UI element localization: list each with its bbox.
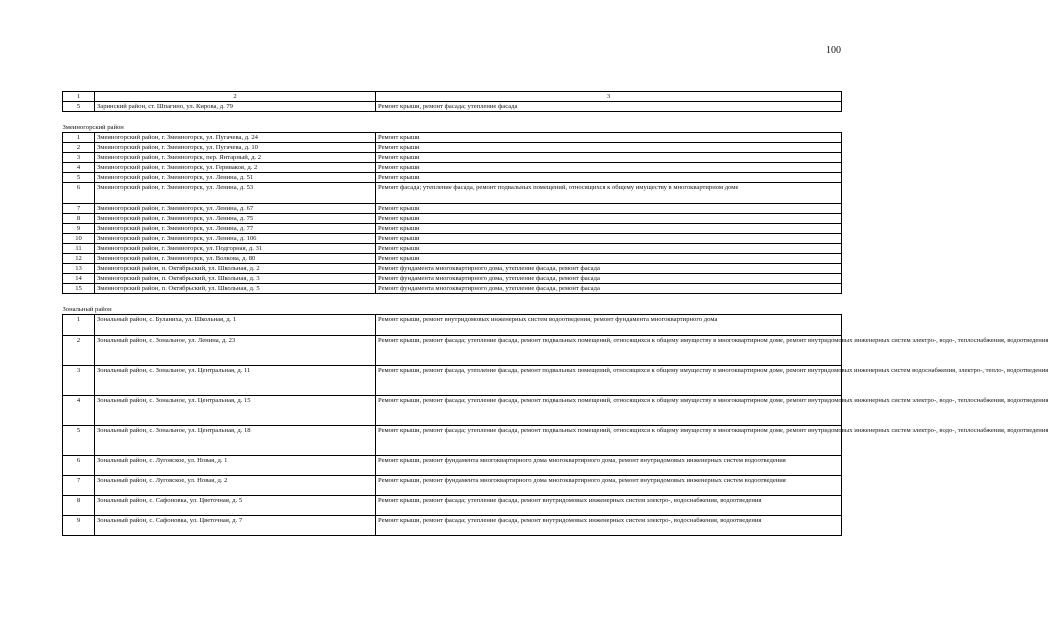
row-work-type: Ремонт крыши, ремонт фасада; утепление фасада	[376, 102, 842, 112]
row-number: 1	[63, 133, 95, 143]
page-number: 100	[826, 45, 841, 56]
row-work-type: Ремонт фасада; утепление фасада, ремонт подвальных помещений, относящихся к общему имуществу в многоквартирном доме	[376, 183, 842, 204]
section-header-row	[63, 294, 842, 315]
table-row	[63, 516, 842, 536]
row-work-type: Ремонт фундамента многоквартирного дома, утепление фасада, ремонт фасада	[376, 274, 842, 284]
table-row	[63, 366, 842, 396]
table-row	[63, 224, 842, 234]
row-address: Змеиногорский район, г. Змеиногорск, ул. Ленина, д. 67	[95, 204, 376, 214]
table-row	[63, 234, 842, 244]
row-address: Змеиногорский район, г. Змеиногорск, ул. Волкова, д. 80	[95, 254, 376, 264]
row-number: 11	[63, 244, 95, 254]
row-number: 12	[63, 254, 95, 264]
row-number: 8	[63, 214, 95, 224]
section-title: Зональный район	[62, 306, 112, 313]
row-work-type: Ремонт крыши, ремонт фасада; утепление фасада, ремонт подвальных помещений, относящихся к общему имуществу в многоквартирном доме, ремонт внутридомовых инженерных систем электро-, водо-, теплоснабжения, водоотведения	[376, 336, 842, 366]
row-address: Змеиногорский район, г. Змеиногорск, ул. Ленина, д. 53	[95, 183, 376, 204]
row-work-type: Ремонт крыши	[376, 173, 842, 183]
row-address: Зональный район, с. Зональное, ул. Ленина, д. 23	[95, 336, 376, 366]
row-number: 15	[63, 284, 95, 294]
row-work-type: Ремонт крыши	[376, 153, 842, 163]
row-address: Зональный район, с. Луговское, ул. Новая, д. 1	[95, 456, 376, 476]
row-address: Зональный район, с. Зональное, ул. Центральная, д. 15	[95, 396, 376, 426]
row-address: Змеиногорский район, г. Змеиногорск, ул. Ленина, д. 106	[95, 234, 376, 244]
row-work-type: Ремонт крыши, ремонт фундамента многоквартирного дома многоквартирного дома, ремонт внутридомовых инженерных систем водоотведения	[376, 456, 842, 476]
row-work-type: Ремонт крыши	[376, 204, 842, 214]
row-work-type: Ремонт крыши	[376, 244, 842, 254]
row-number: 13	[63, 264, 95, 274]
row-work-type: Ремонт крыши	[376, 254, 842, 264]
table-row	[63, 264, 842, 274]
table-row	[63, 214, 842, 224]
table-row	[63, 274, 842, 284]
row-address: Зональный район, с. Луговское, ул. Новая, д. 2	[95, 476, 376, 496]
row-work-type: Ремонт крыши, ремонт фасада; утепление фасада, ремонт подвальных помещений, относящихся к общему имуществу в многоквартирном доме, ремонт внутридомовых инженерных систем электро-, водо-, теплоснабжения, водоотведения	[376, 426, 842, 456]
row-address: Змеиногорский район, п. Октябрьский, ул. Школьная, д. 3	[95, 274, 376, 284]
table-row	[63, 163, 842, 173]
table-row	[63, 244, 842, 254]
row-work-type: Ремонт крыши, ремонт внутридомовых инженерных систем водоотведения, ремонт фундамента многоквартирного дома	[376, 315, 842, 336]
row-work-type: Ремонт фундамента многоквартирного дома, утепление фасада, ремонт фасада	[376, 284, 842, 294]
row-number: 4	[63, 163, 95, 173]
row-address: Змеиногорский район, п. Октябрьский, ул. Школьная, д. 5	[95, 284, 376, 294]
row-work-type: Ремонт крыши	[376, 143, 842, 153]
row-number: 8	[63, 496, 95, 516]
works-table	[62, 91, 1048, 536]
row-work-type: Ремонт крыши	[376, 214, 842, 224]
row-work-type: Ремонт крыши	[376, 163, 842, 173]
row-address: Змеиногорский район, г. Змеиногорск, ул. Ленина, д. 75	[95, 214, 376, 224]
table-row	[63, 426, 842, 456]
header-col-3: 3	[376, 92, 842, 102]
row-number: 6	[63, 456, 95, 476]
row-work-type: Ремонт фундамента многоквартирного дома, утепление фасада, ремонт фасада	[376, 264, 842, 274]
table-row	[63, 153, 842, 163]
row-number: 2	[63, 336, 95, 366]
row-address: Змеиногорский район, г. Змеиногорск, ул. Пугачева, д. 24	[95, 133, 376, 143]
row-address: Змеиногорский район, п. Октябрьский, ул. Школьная, д. 2	[95, 264, 376, 274]
table-row	[63, 143, 842, 153]
row-number: 3	[63, 153, 95, 163]
row-number: 6	[63, 183, 95, 204]
row-address: Зональный район, с. Сафоновка, ул. Цветочная, д. 5	[95, 496, 376, 516]
row-address: Заринский район, ст. Шпагино, ул. Кирова, д. 79	[95, 102, 376, 112]
row-work-type: Ремонт крыши, ремонт фундамента многоквартирного дома многоквартирного дома, ремонт внутридомовых инженерных систем водоотведения	[376, 476, 842, 496]
section-header-row	[63, 112, 842, 133]
table-row	[63, 284, 842, 294]
table-row	[63, 315, 842, 336]
row-number: 9	[63, 224, 95, 234]
row-work-type: Ремонт крыши, ремонт фасада; утепление фасада, ремонт подвальных помещений, относящихся к общему имуществу в многоквартирном доме, ремонт внутридомовых инженерных систем электро-, водо-, теплоснабжения, водоотведения	[376, 396, 842, 426]
row-number: 3	[63, 366, 95, 396]
row-number: 14	[63, 274, 95, 284]
section-title: Змеиногорский район	[62, 124, 124, 131]
row-work-type: Ремонт крыши	[376, 224, 842, 234]
row-work-type: Ремонт крыши, ремонт фасада, утепление фасада, ремонт подвальных помещений, относящихся к общему имуществу в многоквартирном доме, ремонт внутридомовых инженерных систем водоснабжения, электро-, тепло-, водоотведения	[376, 366, 842, 396]
row-address: Зональный район, с. Зональное, ул. Центральная, д. 18	[95, 426, 376, 456]
row-work-type: Ремонт крыши	[376, 133, 842, 143]
table-row	[63, 476, 842, 496]
row-number: 10	[63, 234, 95, 244]
row-address: Змеиногорский район, г. Змеиногорск, пер. Янтарный, д. 2	[95, 153, 376, 163]
table-row	[63, 456, 842, 476]
row-number: 7	[63, 204, 95, 214]
table-row	[63, 496, 842, 516]
row-number: 9	[63, 516, 95, 536]
header-col-2: 2	[95, 92, 376, 102]
row-number: 1	[63, 315, 95, 336]
row-address: Зональный район, с. Сафоновка, ул. Цветочная, д. 7	[95, 516, 376, 536]
table-header-row	[63, 92, 842, 102]
table-row	[63, 204, 842, 214]
row-address: Зональный район, с. Буланиха, ул. Школьная, д. 1	[95, 315, 376, 336]
table-row	[63, 133, 842, 143]
row-number: 7	[63, 476, 95, 496]
row-work-type: Ремонт крыши, ремонт фасада; утепление фасада, ремонт внутридомовых инженерных систем электро-, водоснабжения, водоотведения	[376, 516, 842, 536]
row-number: 5	[63, 426, 95, 456]
row-number: 5	[63, 173, 95, 183]
row-address: Змеиногорский район, г. Змеиногорск, ул. Подгорная, д. 31	[95, 244, 376, 254]
row-address: Зональный район, с. Зональное, ул. Центральная, д. 11	[95, 366, 376, 396]
header-col-1: 1	[63, 92, 95, 102]
table-row	[63, 102, 842, 112]
row-number: 2	[63, 143, 95, 153]
table-row	[63, 173, 842, 183]
table-row	[63, 336, 842, 366]
table-row	[63, 183, 842, 204]
row-work-type: Ремонт крыши, ремонт фасада; утепление фасада, ремонт внутридомовых инженерных систем электро-, водоснабжения, водоотведения	[376, 496, 842, 516]
row-work-type: Ремонт крыши	[376, 234, 842, 244]
table-row	[63, 254, 842, 264]
row-number: 4	[63, 396, 95, 426]
row-address: Змеиногорский район, г. Змеиногорск, ул. Ленина, д. 51	[95, 173, 376, 183]
row-address: Змеиногорский район, г. Змеиногорск, ул. Гериваков, д. 2	[95, 163, 376, 173]
table-row	[63, 396, 842, 426]
row-number: 5	[63, 102, 95, 112]
row-address: Змеиногорский район, г. Змеиногорск, ул. Ленина, д. 77	[95, 224, 376, 234]
row-address: Змеиногорский район, г. Змеиногорск, ул. Пугачева, д. 10	[95, 143, 376, 153]
